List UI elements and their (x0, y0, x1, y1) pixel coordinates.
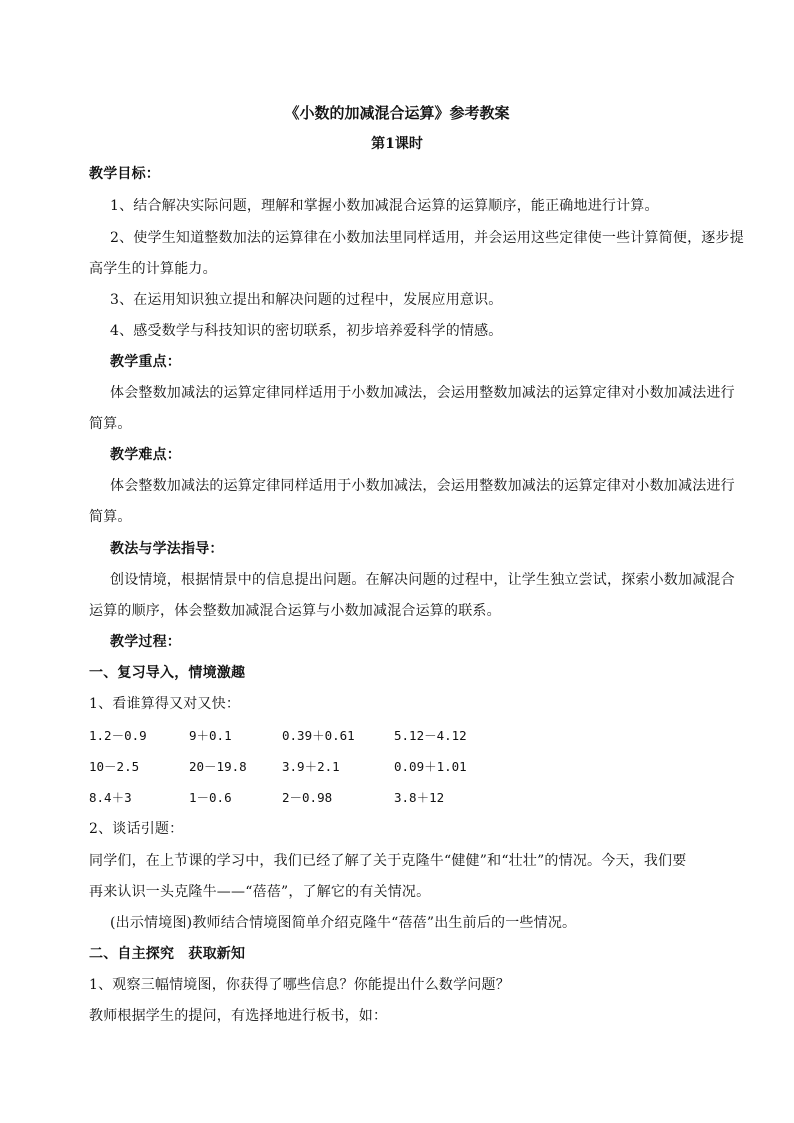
talk-cont: 再来认识一头克隆牛——“蓓蓓”，了解它的有关情况。 (89, 884, 431, 900)
document-title: 《小数的加减混合运算》参考教案 (284, 104, 510, 122)
section-2-heading: 二、自主探究 获取新知 (89, 946, 246, 962)
key-points-cont: 简算。 (89, 416, 132, 432)
goal-2: 2、使学生知道整数加法的运算律在小数加法里同样适用，并会运用这些定律使一些计算简便，逐步提 (110, 230, 744, 246)
calc-cell: 9＋0.1 (189, 728, 232, 743)
difficulties-cont: 简算。 (89, 509, 132, 525)
observe-question: 1、观察三幅情境图，你获得了哪些信息？你能提出什么数学问题？ (89, 977, 510, 993)
teacher-note: 教师根据学生的提问，有选择地进行板书，如： (89, 1008, 388, 1024)
goal-1: 1、结合解决实际问题，理解和掌握小数加减混合运算的运算顺序，能正确地进行计算。 (110, 198, 659, 214)
calc-cell: 2－0.98 (282, 790, 333, 805)
review-item-1: 1、看谁算得又对又快： (89, 696, 241, 712)
calc-cell: 3.9＋2.1 (282, 759, 340, 774)
calc-cell: 5.12－4.12 (394, 728, 467, 743)
heading-method: 教法与学法指导： (110, 541, 224, 557)
goal-3: 3、在运用知识独立提出和解决问题的过程中，发展应用意识。 (110, 292, 503, 308)
section-1-heading: 一、复习导入，情境激趣 (89, 665, 246, 681)
review-item-2: 2、谈话引题： (89, 821, 184, 837)
method-cont: 运算的顺序，体会整数加减混合运算与小数加减混合运算的联系。 (89, 603, 501, 619)
heading-process: 教学过程： (110, 634, 181, 650)
difficulties-text: 体会整数加减法的运算定律同样适用于小数加减法，会运用整数加减法的运算定律对小数加减法进行 (110, 478, 735, 494)
lesson-number: 第1课时 (371, 136, 423, 152)
calc-cell: 0.39＋0.61 (282, 728, 355, 743)
goal-2-cont: 高学生的计算能力。 (89, 261, 217, 277)
calc-cell: 0.09＋1.01 (394, 759, 467, 774)
heading-key-points: 教学重点： (110, 354, 181, 370)
calc-cell: 20－19.8 (189, 759, 247, 774)
heading-goals: 教学目标： (89, 166, 160, 182)
goal-4: 4、感受数学与科技知识的密切联系，初步培养爱科学的情感。 (110, 323, 503, 339)
show-picture-note: (出示情境图)教师结合情境图简单介绍克隆牛“蓓蓓”出生前后的一些情况。 (110, 915, 577, 931)
method-text: 创设情境，根据情景中的信息提出问题。在解决问题的过程中，让学生独立尝试，探索小数加减混合 (110, 572, 735, 588)
calc-cell: 1－0.6 (189, 790, 232, 805)
calc-cell: 8.4＋3 (89, 790, 132, 805)
key-points-text: 体会整数加减法的运算定律同样适用于小数加减法，会运用整数加减法的运算定律对小数加减法进行 (110, 385, 735, 401)
calc-cell: 3.8＋12 (394, 790, 445, 805)
calc-cell: 1.2－0.9 (89, 728, 147, 743)
heading-difficulties: 教学难点： (110, 447, 181, 463)
talk-text: 同学们，在上节课的学习中，我们已经了解了关于克隆牛“健健”和“壮壮”的情况。今天，我们要 (89, 853, 687, 869)
calc-cell: 10－2.5 (89, 759, 140, 774)
